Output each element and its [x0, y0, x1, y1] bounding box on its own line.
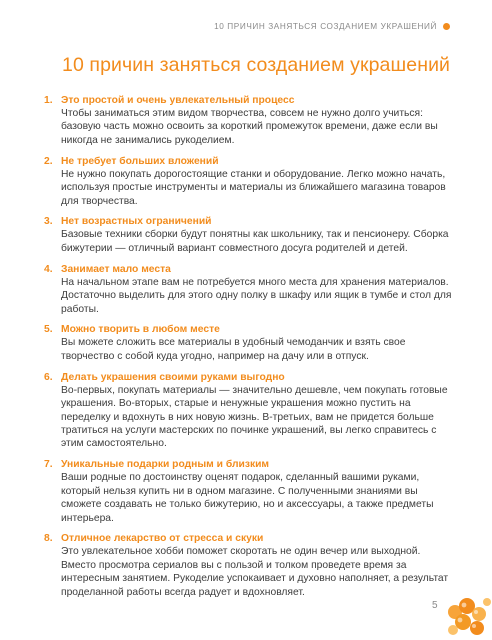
- reason-number: 5.: [44, 324, 53, 336]
- reason-title: Занимает мало места: [61, 263, 171, 275]
- reason-text: Это увлекательное хобби поможет скоротать не один вечер или выходной. Вместо просмотра сериалов вы с пользой и толком проведете время за интересным занятием. Рукоделие успокаивает и духовно наполняет, а результат проделанной работы всегда радует и вдохновляет.: [61, 546, 449, 598]
- reason-text: Во-первых, покупать материалы — значительно дешевле, чем покупать готовые украшения. Во-вторых, старые и ненужные украшения можно пустить на переделку и вдохнуть в них новую жизнь. В-третьих, вам не придется больше тратиться на услуги мастерских по починке украшений, вы легко справитесь с этим самостоятельно.: [61, 384, 448, 450]
- list-item: [44, 371, 454, 451]
- reason-text: Ваши родные по достоинству оценят подарок, сделанный вашими руками, который нельзя купить ни в одном магазине. С полученными знаниями вы сможете создавать не только бижутерию, но и аксессуары, а также предметы интерьера.: [61, 472, 434, 524]
- reason-number: 6.: [44, 371, 53, 383]
- list-item: [44, 532, 454, 599]
- reason-text: На начальном этапе вам не потребуется много места для хранения материалов. Достаточно выделить для этого одну полку в шкафу или ящик в тумбе и стол для работы.: [61, 276, 452, 315]
- reason-text: Вы можете сложить все материалы в удобный чемоданчик и взять свое творчество с собой куда угодно, например на дачу или в отпуск.: [61, 337, 406, 362]
- reason-title: Это простой и очень увлекательный процесс: [61, 95, 295, 106]
- reason-text: Базовые техники сборки будут понятны как школьнику, так и пенсионеру. Сборка бижутерии — отличный вариант совместного досуга родителей и детей.: [61, 229, 449, 254]
- list-item: [44, 458, 454, 525]
- list-item: [44, 323, 454, 363]
- reasons-list: [44, 94, 454, 607]
- reason-number: 8.: [44, 533, 53, 545]
- reason-heading: [44, 532, 454, 545]
- reason-number: 1.: [44, 95, 53, 106]
- list-item: [44, 155, 454, 208]
- reason-title: Можно творить в любом месте: [61, 324, 220, 336]
- running-header-title: 10 ПРИЧИН ЗАНЯТЬСЯ СОЗДАНИЕМ УКРАШЕНИЙ: [214, 22, 437, 31]
- reason-title: Уникальные подарки родным и близким: [61, 459, 270, 471]
- reason-text: Чтобы заниматься этим видом творчества, совсем не нужно долго учиться: базовую часть можно освоить за короткий промежуток времени, даже если вы никогда не занимались рукоделием.: [61, 108, 438, 146]
- reason-heading: [44, 371, 454, 384]
- reason-title: Нет возрастных ограничений: [61, 216, 212, 228]
- reason-number: 3.: [44, 216, 53, 228]
- reason-heading: [44, 94, 454, 107]
- reason-text: Не нужно покупать дорогостоящие станки и оборудование. Легко можно начать, используя простые инструменты и материалы из ближайшего магазина товаров для творчества.: [61, 168, 446, 207]
- reason-heading: [44, 323, 454, 336]
- list-item: [44, 215, 454, 255]
- reason-heading: [44, 263, 454, 276]
- reason-number: 4.: [44, 263, 53, 275]
- list-item: [44, 263, 454, 316]
- reason-heading: [44, 155, 454, 168]
- reason-number: 7.: [44, 459, 53, 471]
- reason-title: Не требует больших вложений: [61, 155, 219, 167]
- page-title: 10 причин заняться созданием украшений: [62, 54, 451, 76]
- orange-dot-icon: [443, 23, 450, 30]
- reason-title: Делать украшения своими руками выгодно: [61, 371, 285, 383]
- reason-title: Отличное лекарство от стресса и скуки: [61, 533, 264, 545]
- list-item: [44, 94, 454, 147]
- page-number: 5: [432, 600, 438, 611]
- reason-heading: [44, 458, 454, 471]
- running-header: [214, 22, 450, 31]
- reason-number: 2.: [44, 155, 53, 167]
- reason-heading: [44, 215, 454, 228]
- orange-beads-ornament-icon: [439, 586, 492, 640]
